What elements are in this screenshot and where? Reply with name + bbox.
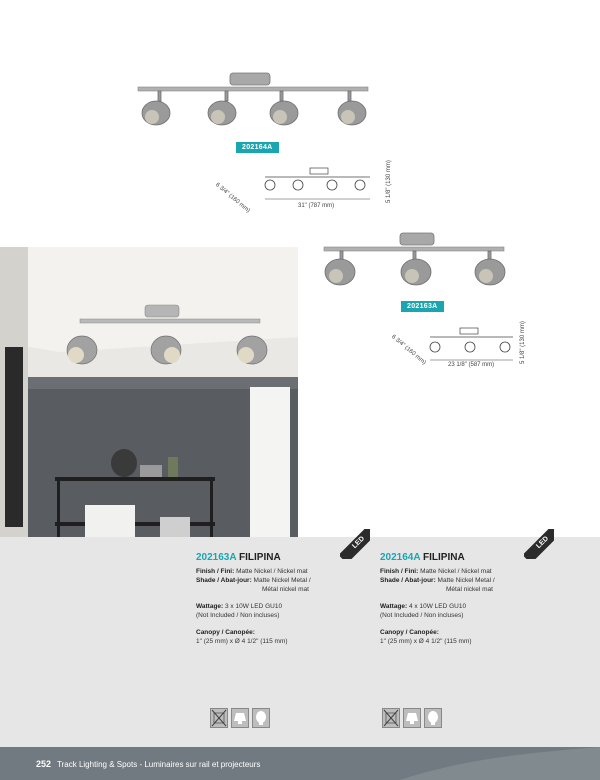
wattage-note: (Not Included / Non incluses) [380, 612, 464, 619]
room-photo [0, 247, 298, 537]
downlight-icon [231, 708, 249, 728]
dimension-width: 31" (787 mm) [298, 203, 335, 209]
no-dimmer-icon [210, 708, 228, 728]
shade-value-line2: Métal nickel mat [446, 586, 493, 593]
no-dimmer-icon [382, 708, 400, 728]
canopy-label-text: Canopy / Canopée: [196, 629, 255, 636]
shade-label: Shade / Abat-jour: [380, 577, 436, 584]
feature-icons-202164a [382, 708, 442, 728]
product-title [196, 552, 346, 563]
feature-icons-202163a [210, 708, 270, 728]
shade-row [380, 576, 530, 585]
footer-content [36, 759, 260, 769]
led-badge: LED [524, 529, 554, 559]
specs-column-202163a [196, 552, 346, 646]
wattage-label: Wattage: [380, 603, 408, 610]
dimension-depth: 6 3/4" (160 mm) [214, 182, 251, 215]
footer-decoration [400, 747, 600, 780]
page-number: 252 [36, 759, 52, 769]
finish-label: Finish / Fini: [196, 568, 235, 575]
canopy-value: 1" (25 mm) x Ø 4 1/2" (115 mm) [196, 638, 288, 645]
wattage-value: 4 x 10W LED GU10 [409, 603, 467, 610]
canopy-value: 1" (25 mm) x Ø 4 1/2" (115 mm) [380, 638, 472, 645]
product-tag-202163a: 202163A [401, 301, 444, 312]
shade-row [196, 576, 346, 585]
wattage-row [380, 602, 530, 611]
bulb-icon [252, 708, 270, 728]
product-tag-202164a: 202164A [236, 142, 279, 153]
product-image-202163a [318, 230, 518, 300]
dimension-drawing-202163a [425, 326, 520, 366]
finish-value: Matte Nickel / Nickel mat [236, 568, 308, 575]
bulb-icon [424, 708, 442, 728]
product-name: FILIPINA [423, 552, 465, 563]
product-name: FILIPINA [239, 552, 281, 563]
shade-value: Matte Nickel Metal / [437, 577, 495, 584]
dimension-height: 5 1/8" (130 mm) [386, 160, 392, 203]
finish-label: Finish / Fini: [380, 568, 419, 575]
product-code: 202164A [380, 552, 421, 563]
canopy-label [380, 628, 530, 637]
product-title [380, 552, 530, 563]
finish-value: Matte Nickel / Nickel mat [420, 568, 492, 575]
led-badge: LED [340, 529, 370, 559]
specs-column-202164a [380, 552, 530, 646]
wattage-value: 3 x 10W LED GU10 [225, 603, 283, 610]
wattage-row [196, 602, 346, 611]
dimension-depth: 6 3/4" (160 mm) [390, 334, 427, 367]
downlight-icon [403, 708, 421, 728]
wattage-label: Wattage: [196, 603, 224, 610]
dimension-width: 23 1/8" (587 mm) [448, 362, 495, 368]
product-image-202164a [130, 65, 390, 135]
wattage-note: (Not Included / Non incluses) [196, 612, 280, 619]
shade-value-line2: Métal nickel mat [262, 586, 309, 593]
shade-label: Shade / Abat-jour: [196, 577, 252, 584]
finish-row [196, 567, 346, 576]
canopy-label [196, 628, 346, 637]
canopy-label-text: Canopy / Canopée: [380, 629, 439, 636]
shade-value: Matte Nickel Metal / [253, 577, 311, 584]
dimension-height: 5 1/8" (130 mm) [520, 321, 526, 364]
dimension-drawing-202164a [260, 165, 380, 205]
section-title: Track Lighting & Spots - Luminaires sur rail et projecteurs [57, 760, 261, 769]
finish-row [380, 567, 530, 576]
product-code: 202163A [196, 552, 237, 563]
